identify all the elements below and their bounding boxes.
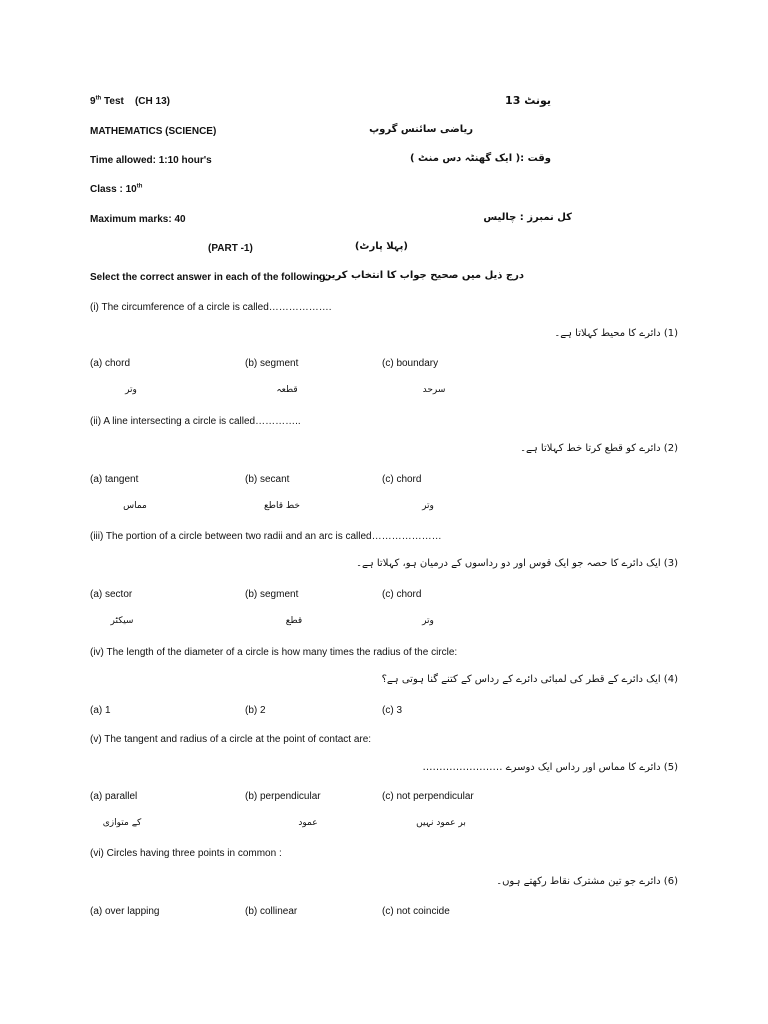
option-b: (b) 2 — [245, 705, 266, 716]
question-urdu: (5) دائرے کا مماس اور رداس ایک دوسرے …………………… — [422, 762, 678, 773]
option-b: (b) collinear — [245, 906, 298, 917]
question-english: (iv) The length of the diameter of a circle is how many times the radius of the circle: — [90, 647, 458, 658]
option-a: (a) 1 — [90, 705, 111, 716]
question-english: (vi) Circles having three points in common : — [90, 848, 282, 859]
option-b-urdu: عمود — [298, 818, 318, 828]
class-label: Class : 10th — [90, 183, 143, 195]
instruction-urdu: درج ذیل میں صحیح جواب کا انتخاب کریں۔ — [316, 270, 524, 281]
option-b: (b) segment — [245, 358, 299, 369]
option-c: (c) chord — [382, 474, 422, 485]
option-c: (c) not coincide — [382, 906, 450, 917]
option-a-urdu: سیکٹر — [110, 616, 134, 626]
option-b: (b) segment — [245, 589, 299, 600]
option-a-urdu: کے متوازی — [102, 818, 142, 828]
time-urdu: وقت :( ایک گھنٹہ دس منٹ ) — [409, 153, 551, 164]
marks-urdu: کل نمبرز : چالیس — [483, 212, 572, 223]
option-a: (a) parallel — [90, 791, 138, 802]
option-c: (c) not perpendicular — [382, 791, 474, 802]
question-english: (i) The circumference of a circle is called………………. — [90, 302, 332, 313]
option-a-urdu: مماس — [123, 501, 147, 511]
option-c: (c) chord — [382, 589, 422, 600]
option-a-urdu: وتر — [125, 385, 137, 395]
subject-urdu: ریاضی سائنس گروپ — [369, 124, 473, 135]
option-b: (b) perpendicular — [245, 791, 321, 802]
option-a: (a) chord — [90, 358, 131, 369]
subject-title: MATHEMATICS (SCIENCE) — [90, 126, 217, 137]
option-c: (c) boundary — [382, 358, 439, 369]
option-a: (a) over lapping — [90, 906, 160, 917]
question-english: (ii) A line intersecting a circle is called………….. — [90, 416, 301, 427]
part-label: (PART -1) — [208, 243, 253, 254]
part-urdu: (پہلا پارٹ) — [354, 241, 408, 252]
question-urdu: (4) ایک دائرے کے قطر کی لمبائی دائرے کے رداس کے کتنے گنا ہوتی ہے؟ — [381, 674, 678, 685]
option-b-urdu: قطع — [285, 616, 303, 626]
test-title: 9th Test (CH 13) — [90, 95, 170, 107]
time-allowed: Time allowed: 1:10 hour's — [90, 155, 212, 166]
option-c-urdu: بر عمود نہیں — [416, 818, 466, 828]
option-a: (a) sector — [90, 589, 133, 600]
question-english: (v) The tangent and radius of a circle at the point of contact are: — [90, 734, 372, 745]
option-b-urdu: قطعہ — [276, 385, 298, 395]
option-c-urdu: وتر — [422, 501, 434, 511]
instruction-english: Select the correct answer in each of the following: — [90, 272, 329, 283]
option-b-urdu: خط قاطع — [264, 501, 300, 511]
option-c-urdu: سرحد — [422, 385, 446, 395]
question-english: (iii) The portion of a circle between two radii and an arc is called………………… — [90, 531, 442, 542]
option-c-urdu: وتر — [422, 616, 434, 626]
question-urdu: (3) ایک دائرے کا حصہ جو ایک قوس اور دو رداسوں کے درمیان ہو، کہلاتا ہے۔ — [356, 558, 678, 569]
max-marks: Maximum marks: 40 — [90, 214, 186, 225]
question-urdu: (6) دائرے جو تین مشترک نقاط رکھتے ہوں۔ — [496, 876, 678, 887]
unit-urdu: یونٹ 13 — [505, 94, 551, 107]
question-urdu: (1) دائرے کا محیط کہلاتا ہے۔ — [554, 328, 678, 339]
question-urdu: (2) دائرے کو قطع کرتا خط کہلاتا ہے۔ — [520, 443, 678, 454]
option-b: (b) secant — [245, 474, 290, 485]
option-a: (a) tangent — [90, 474, 139, 485]
option-c: (c) 3 — [382, 705, 402, 716]
